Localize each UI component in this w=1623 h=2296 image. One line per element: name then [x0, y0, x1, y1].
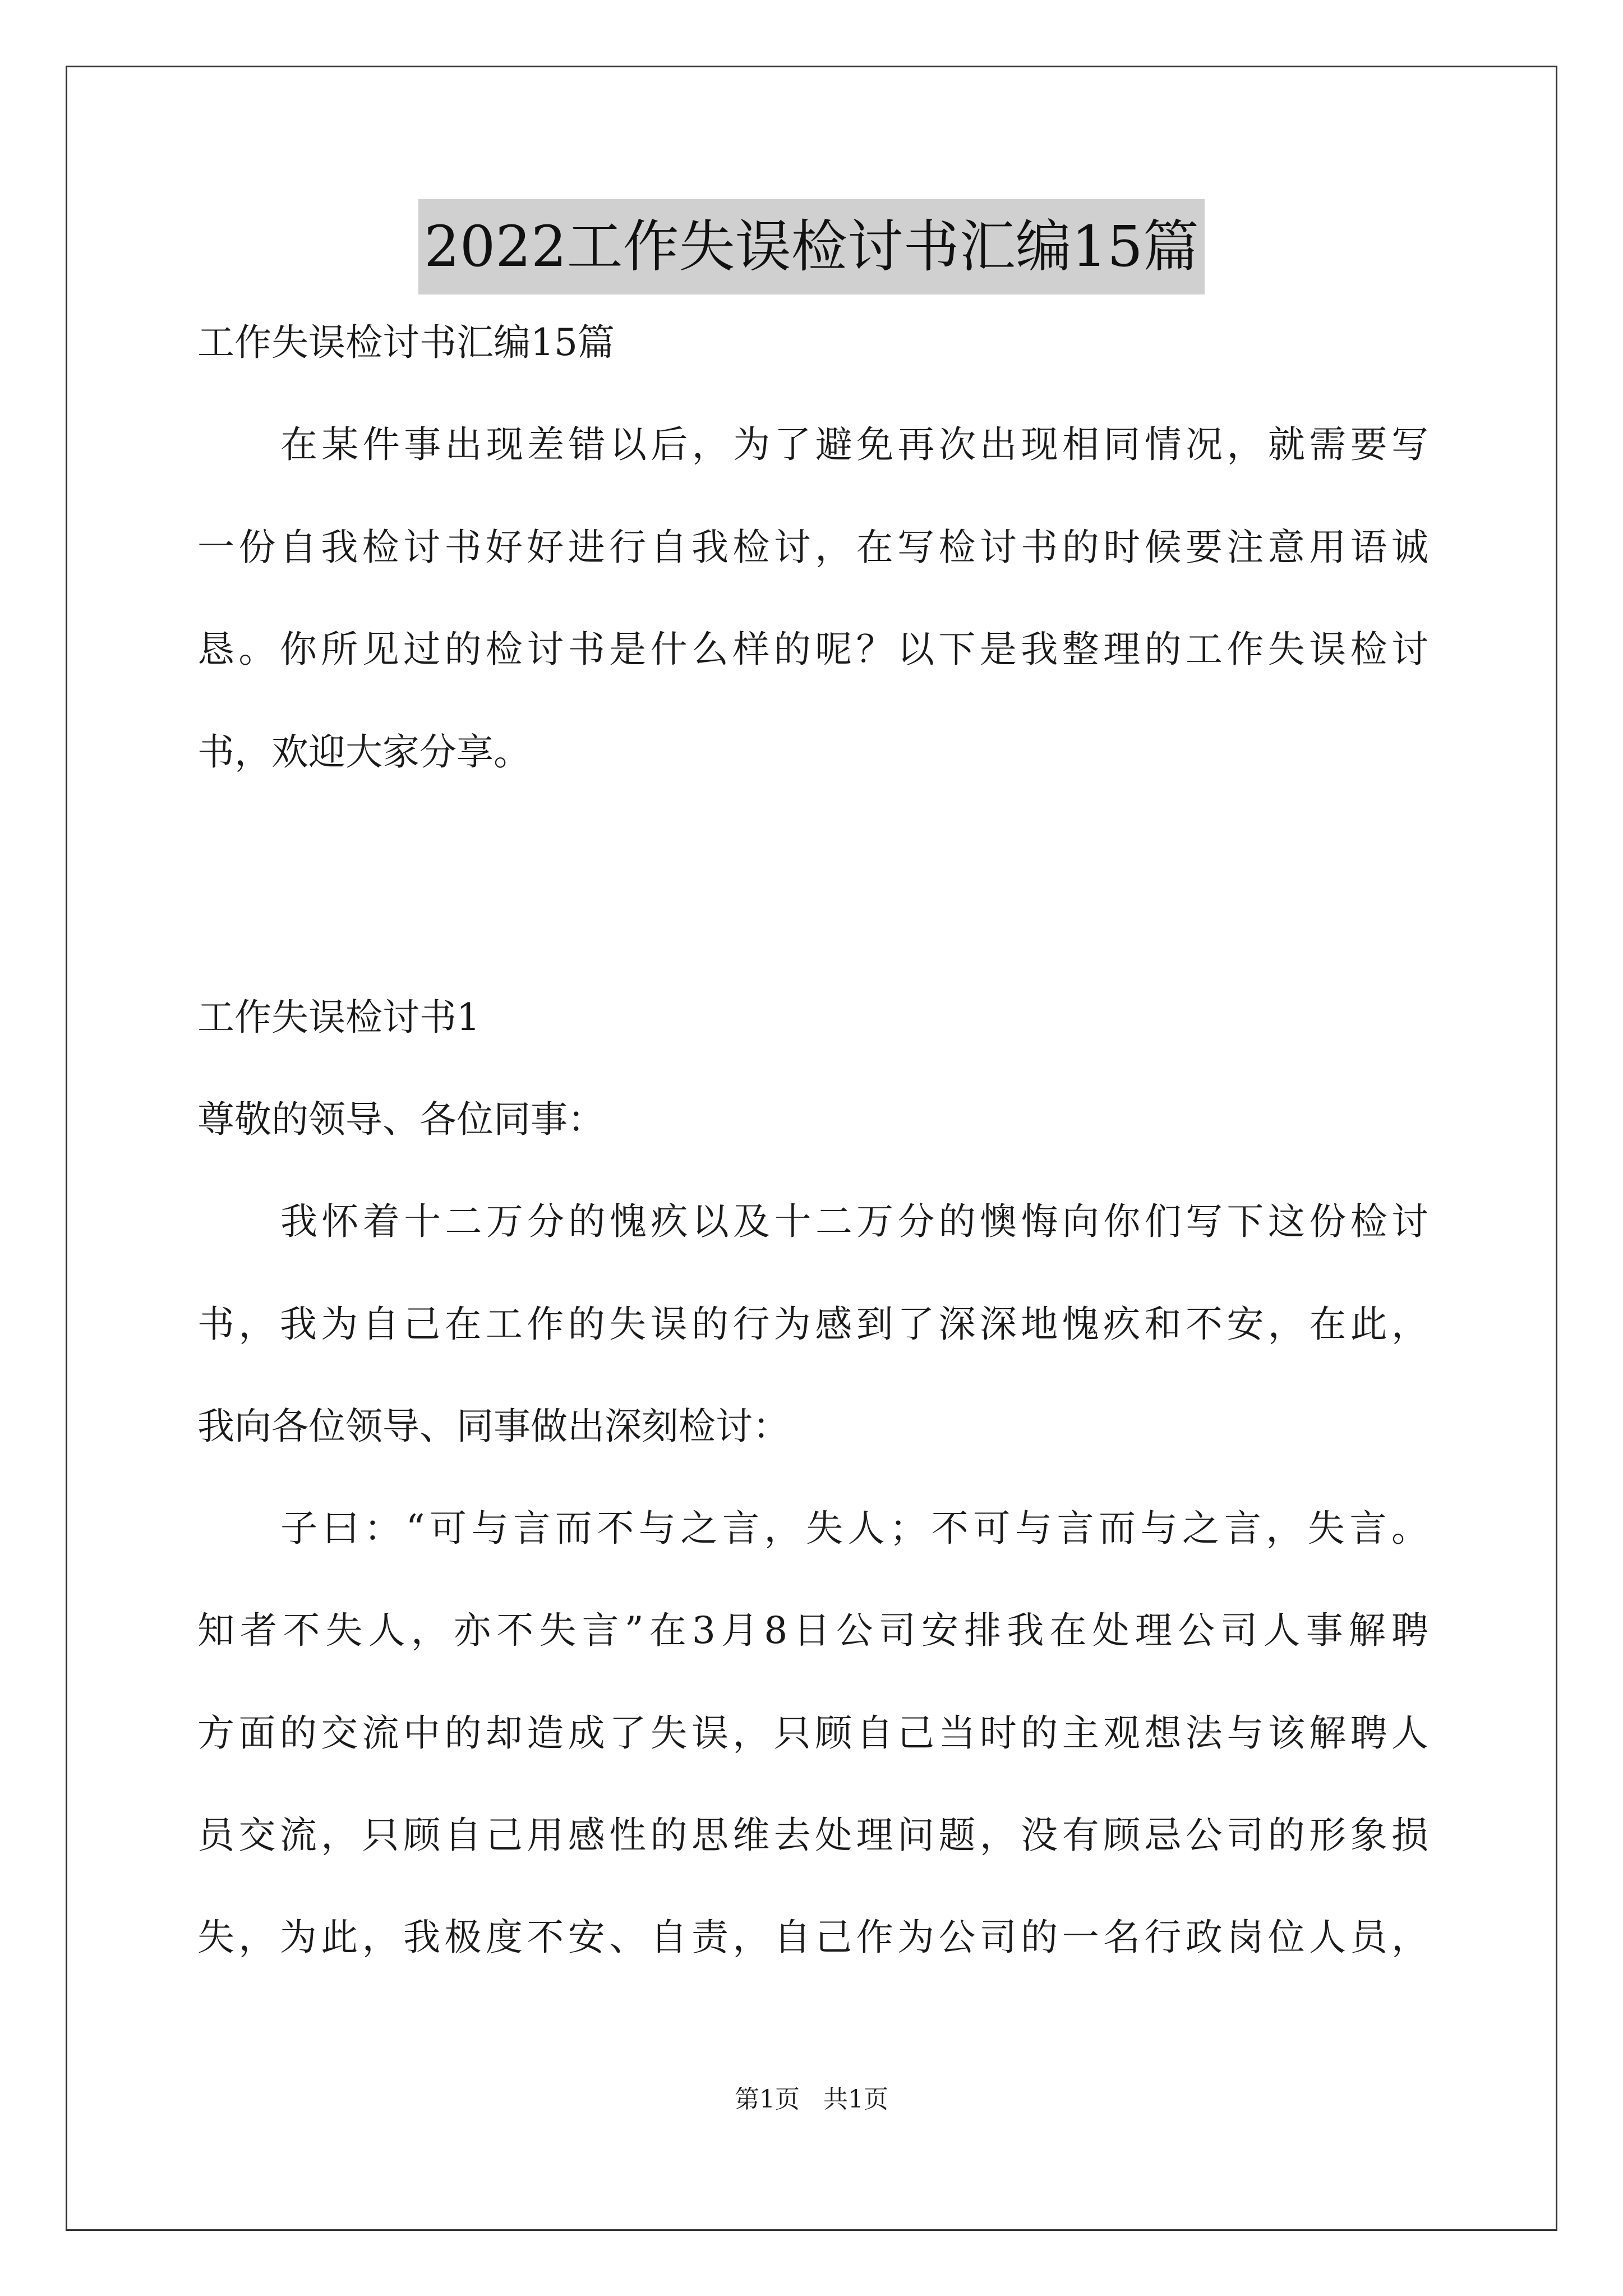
para2-line-5: 失，为此，我极度不安、自责，自己作为公司的一名行政岗位人员， — [197, 1916, 1428, 1959]
document-title: 2022工作失误检讨书汇编15篇 — [418, 199, 1205, 295]
footer-gap — [800, 2085, 823, 2114]
document-subtitle: 工作失误检讨书汇编15篇 — [197, 321, 615, 364]
para2-line-3: 方面的交流中的却造成了失误，只顾自己当时的主观想法与该解聘人 — [197, 1711, 1428, 1755]
intro-line-3: 恳。你所见过的检讨书是什么样的呢？以下是我整理的工作失误检讨 — [197, 628, 1428, 671]
page-border — [66, 66, 1557, 2231]
intro-line-1: 在某件事出现差错以后，为了避免再次出现相同情况，就需要写 — [280, 423, 1428, 466]
section-heading: 工作失误检讨书1 — [197, 996, 480, 1039]
para2-line-1: 子曰：“可与言而不与之言，失人；不可与言而与之言，失言。 — [280, 1507, 1428, 1550]
page-total: 共1页 — [823, 2085, 888, 2114]
title-container — [0, 199, 1623, 295]
intro-line-2: 一份自我检讨书好好进行自我检讨，在写检讨书的时候要注意用语诚 — [197, 526, 1428, 569]
para2-line-4: 员交流，只顾自己用感性的思维去处理问题，没有顾忌公司的形象损 — [197, 1814, 1428, 1857]
para1-line-3: 我向各位领导、同事做出深刻检讨： — [197, 1405, 790, 1448]
salutation: 尊敬的领导、各位同事： — [197, 1098, 605, 1141]
intro-line-4: 书，欢迎大家分享。 — [197, 730, 531, 774]
page-footer — [0, 2083, 1623, 2116]
para1-line-1: 我怀着十二万分的愧疚以及十二万分的懊悔向你们写下这份检讨 — [280, 1200, 1428, 1243]
para2-line-2: 知者不失人，亦不失言”在3月8日公司安排我在处理公司人事解聘 — [197, 1609, 1428, 1652]
page-number: 第1页 — [735, 2085, 800, 2114]
para1-line-2: 书，我为自己在工作的失误的行为感到了深深地愧疚和不安，在此， — [197, 1303, 1428, 1346]
